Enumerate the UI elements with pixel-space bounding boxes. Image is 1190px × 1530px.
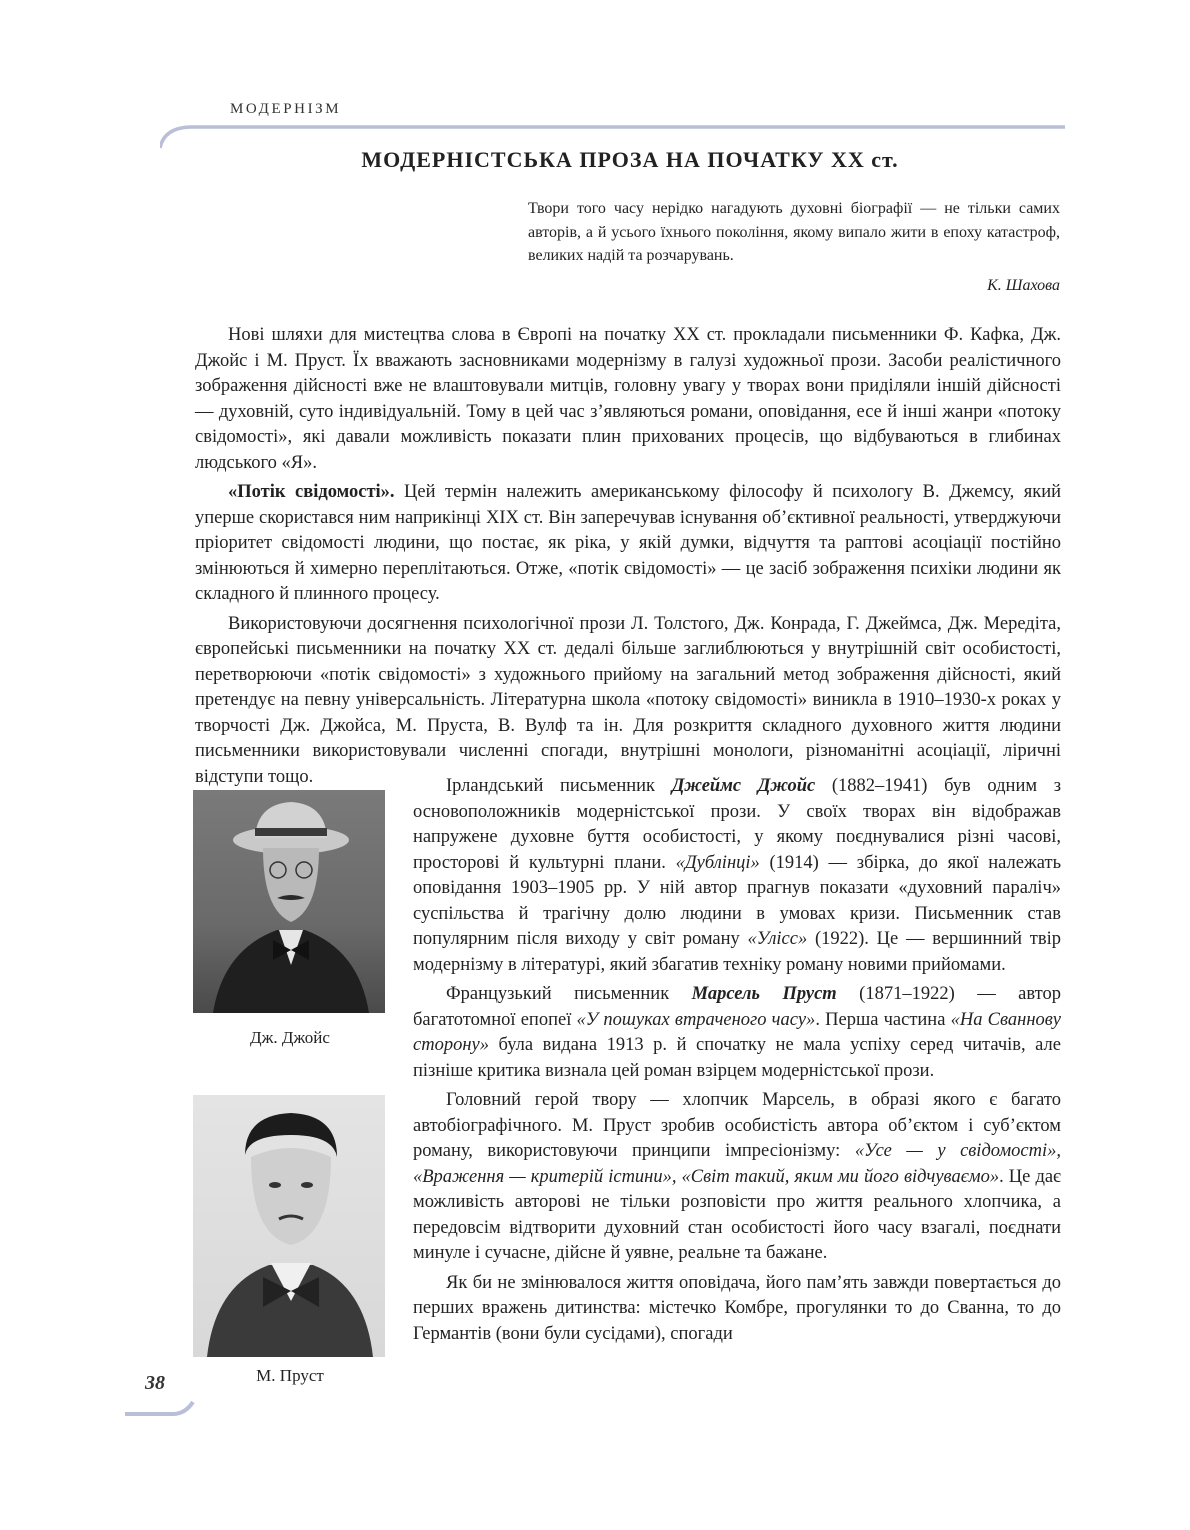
page-number: 38 (145, 1372, 165, 1394)
paragraph-joyce (413, 774, 1061, 978)
proust-caption: М. Пруст (256, 1366, 324, 1385)
work-dubliners: «Дублінці» (675, 852, 760, 873)
text-run: . Перша частина (815, 1009, 951, 1030)
epigraph-text: Твори того часу нерідко нагадують духовні біографії — не тільки самих авторів, а й усього їхнього покоління, якому випало жити в епоху катастроф, великих надій та розчарувань. (528, 200, 1060, 264)
text-run: (1871–1922) — автор багатотомної епопеї (413, 984, 1061, 1030)
text-run: Головний герой твору — хлопчик Марсель, в образі якого є багато автобіографічного. М. Пруст зробив особистість автора об’єктом і суб’єктом роману, використовуючи принципи імпресіонізму: (413, 1090, 1061, 1161)
paragraph-3: Використовуючи досягнення психологічної прози Л. Толстого, Дж. Конрада, Г. Джеймса, Дж. Мередіта, європейські письменники на початку XX ст. дедалі більше заглиблюються у внутрішній світ особистості, перетворюючи «потік свідомості» з художнього прийому на загальний метод зображення дійсності, який претендує на певну універсальність. Літературна школа «потоку свідомості» виникла в 1910–1930-х роках у творчості Дж. Джойса, М. Пруста, В. Вулф та ін. Для розкриття складного духовного життя людини письменники використовували численні спогади, внутрішні монологи, різноманітні асоціації, ліричні відступи тощо. (195, 613, 1061, 787)
paragraph-proust (413, 982, 1061, 1084)
work-lost-time: «У пошуках втраченого часу» (576, 1009, 816, 1030)
text-run: (1882–1941) був одним з основоположників модерністської прози. У своїх творах він відображав напружене духовне буття особистості, у якому поєднувалися різні часові, просторові й культурні плани. (413, 776, 1062, 873)
footer-rule (125, 1390, 205, 1420)
epigraph-author: К. Шахова (987, 277, 1060, 294)
page-title: МОДЕРНІСТСЬКА ПРОЗА НА ПОЧАТКУ XX ст. (361, 147, 899, 172)
impressionism-quotes: «Усе — у свідомості», «Враження — критерій істини», «Світ такий, яким ми його відчуваємо» (413, 1141, 1061, 1187)
text-run: була видана 1913 р. й спочатку не мала успіху серед читачів, але пізніше критика визнала цей роман взірцем модерністської прози. (413, 1035, 1061, 1081)
paragraph-memory: Як би не змінювалося життя оповідача, його пам’ять завжди повертається до перших вражень дитинства: містечко Комбре, прогулянки то до Сванна, то до Германтів (вони були сусідами), спогади (413, 1272, 1061, 1344)
joyce-caption: Дж. Джойс (250, 1028, 330, 1047)
proust-portrait (193, 1095, 385, 1357)
text-run: Французький письменник (446, 984, 692, 1004)
text-run: Ірландський письменник (446, 776, 672, 796)
text-run: (1914) — збірка, до якої належать оповідання 1903–1905 рр. У ній автор прагнув показати «духовний параліч» суспільства й трагічну долю людини в умовах кризи. Письменник став популярним після виходу у світ роману (413, 852, 1062, 949)
paragraph-2 (195, 480, 1061, 608)
text-run: (1922). Це — вершинний твір модернізму в літературі, який збагатив техніку роману новими прийомами. (413, 929, 1062, 975)
column-text (413, 774, 1061, 1347)
name-proust: Марсель Пруст (691, 984, 837, 1004)
term-stream-of-consciousness: «Потік свідомості». (228, 482, 395, 502)
work-ulysses: «Улісс» (747, 929, 808, 949)
body-text (195, 323, 1061, 790)
text-run: . Це дає можливість авторові не тільки розповісти про життя реального хлопчика, а передовсім відтворити духовний стан особистості його часу взагалі, поєднати минуле і сучасне, дійсне й уявне, реальне та бажане. (413, 1166, 1062, 1263)
running-head: МОДЕРНІЗМ (230, 101, 342, 117)
paragraph-2-text: Цей термін належить американському філософу й психологу В. Джемсу, який уперше скористався ним наприкінці XIX ст. Він заперечував існування об’єктивної реальності, утверджуючи пріоритет свідомості людини, що постає, як ріка, у якій думки, відчуття та раптові асоціації постійно змінюються й химерно переплітаються. Отже, «потік свідомості» — це засіб зображення психіки людини як складного й плинного процесу. (195, 482, 1061, 604)
paragraph-hero (413, 1088, 1061, 1267)
paragraph-1: Нові шляхи для мистецтва слова в Європі на початку XX ст. прокладали письменники Ф. Кафка, Дж. Джойс і М. Пруст. Їх вважають засновниками модернізму в галузі художньої прози. Засоби реалістичного зображення дійсності вже не влаштовували митців, головну увагу у творах вони приділяли іншій дійсності — духовній, суто індивідуальній. Тому в цей час з’являються романи, оповідання, есе й інші жанри «потоку свідомості», які давали можливість показати плин прихованих процесів, що відбуваються в глибинах людського «Я». (195, 325, 1061, 473)
joyce-portrait (193, 790, 385, 1013)
work-swanns-way: «На Сваннову сторону» (413, 1009, 1061, 1055)
epigraph (528, 197, 1060, 294)
name-joyce: Джеймс Джойс (671, 776, 816, 796)
